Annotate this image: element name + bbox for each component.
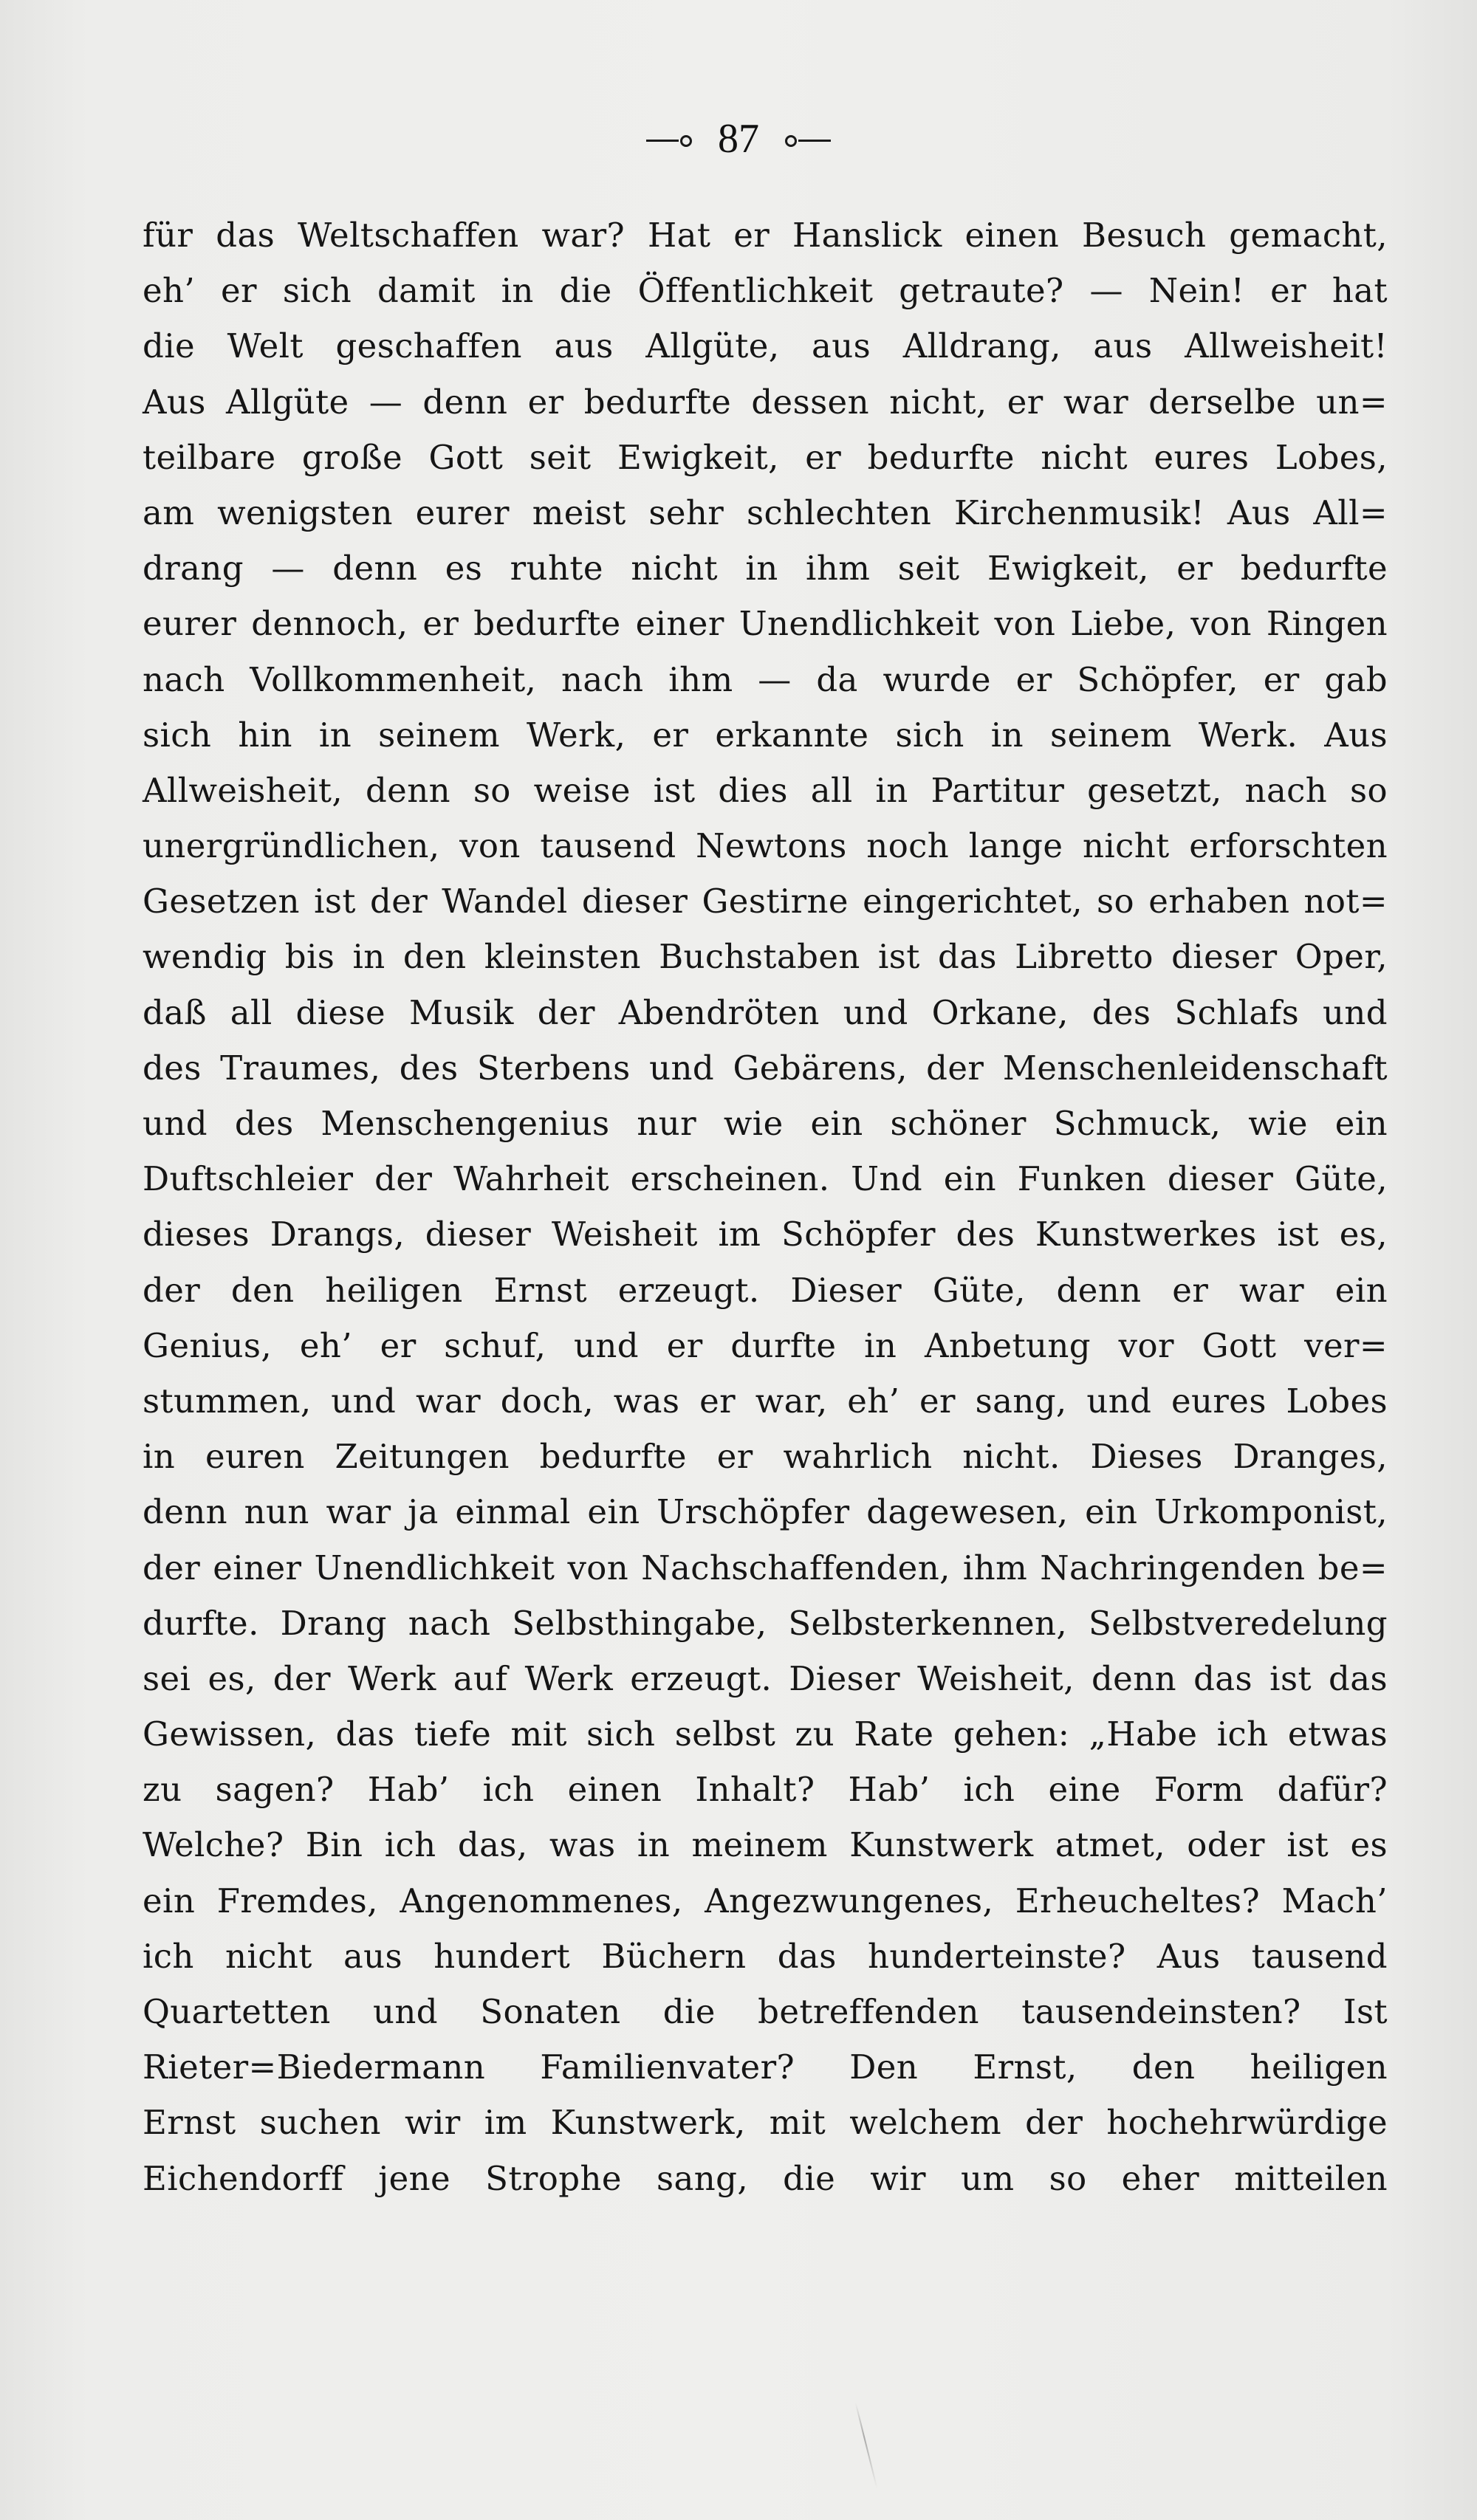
- text-line: am wenigsten eurer meist sehr schlechten Kirchenmusik! Aus All=: [143, 492, 1388, 532]
- text-line: drang — denn es ruhte nicht in ihm seit Ewigkeit, er bedurfte: [143, 549, 1388, 588]
- text-line: sei es, der Werk auf Werk erzeugt. Dieser Weisheit, denn das ist das: [143, 1658, 1388, 1698]
- text-line: in euren Zeitungen bedurfte er wahrlich nicht. Dieses Dranges,: [143, 1437, 1388, 1477]
- text-line: sich hin in seinem Werk, er erkannte sich in seinem Werk. Aus: [143, 715, 1388, 755]
- text-line: Ernst suchen wir im Kunstwerk, mit welchem der hochehrwürdige: [143, 2103, 1388, 2143]
- text-line: zu sagen? Hab’ ich einen Inhalt? Hab’ ich eine Form dafür?: [143, 1770, 1388, 1810]
- text-line: Eichendorff jene Strophe sang, die wir um so eher mitteilen: [143, 2158, 1388, 2198]
- body-text: [143, 207, 1388, 2206]
- scan-hair-mark: [855, 2403, 878, 2489]
- text-line: eurer dennoch, er bedurfte einer Unendlichkeit von Liebe, von Ringen: [143, 604, 1388, 644]
- text-line: unergründlichen, von tausend Newtons noch lange nicht erforschten: [143, 826, 1388, 866]
- text-line: ein Fremdes, Angenommenes, Angezwungenes, Erheucheltes? Mach’: [143, 1881, 1388, 1920]
- text-line: durfte. Drang nach Selbsthingabe, Selbsterkennen, Selbstveredelung: [143, 1603, 1388, 1643]
- right-ornament: [784, 117, 831, 161]
- text-line: Welche? Bin ich das, was in meinem Kunstwerk atmet, oder ist es: [143, 1825, 1388, 1865]
- text-line: denn nun war ja einmal ein Urschöpfer dagewesen, ein Urkomponist,: [143, 1492, 1388, 1532]
- text-line: nach Vollkommenheit, nach ihm — da wurde er Schöpfer, er gab: [143, 659, 1388, 699]
- text-line: für das Weltschaffen war? Hat er Hanslick einen Besuch gemacht,: [143, 216, 1388, 255]
- left-ornament: [646, 117, 693, 161]
- text-line: der einer Unendlichkeit von Nachschaffenden, ihm Nachringenden be=: [143, 1548, 1388, 1587]
- text-line: eh’ er sich damit in die Öffentlichkeit getraute? — Nein! er hat: [143, 271, 1388, 311]
- text-line: Gewissen, das tiefe mit sich selbst zu Rate gehen: „Habe ich etwas: [143, 1714, 1388, 1754]
- text-line: wendig bis in den kleinsten Buchstaben ist das Libretto dieser Oper,: [143, 937, 1388, 977]
- text-line: und des Menschengenius nur wie ein schöner Schmuck, wie ein: [143, 1104, 1388, 1143]
- page-header: [0, 117, 1477, 168]
- text-line: dieses Drangs, dieser Weisheit im Schöpfer des Kunstwerkes ist es,: [143, 1215, 1388, 1254]
- text-line: ich nicht aus hundert Büchern das hunderteinste? Aus tausend: [143, 1936, 1388, 1976]
- text-line: Allweisheit, denn so weise ist dies all in Partitur gesetzt, nach so: [143, 770, 1388, 810]
- text-line: teilbare große Gott seit Ewigkeit, er bedurfte nicht eures Lobes,: [143, 437, 1388, 477]
- text-line: daß all diese Musik der Abendröten und Orkane, des Schlafs und: [143, 992, 1388, 1032]
- text-line: die Welt geschaffen aus Allgüte, aus Alldrang, aus Allweisheit!: [143, 326, 1388, 366]
- text-line: stummen, und war doch, was er war, eh’ er sang, und eures Lobes: [143, 1381, 1388, 1421]
- text-line: Aus Allgüte — denn er bedurfte dessen nicht, er war derselbe un=: [143, 382, 1388, 422]
- text-line: Genius, eh’ er schuf, und er durfte in Anbetung vor Gott ver=: [143, 1325, 1388, 1365]
- text-line: Rieter=Biedermann Familienvater? Den Ernst, den heiligen: [143, 2047, 1388, 2087]
- text-line: der den heiligen Ernst erzeugt. Dieser Güte, denn er war ein: [143, 1270, 1388, 1310]
- text-line: des Traumes, des Sterbens und Gebärens, der Menschenleidenschaft: [143, 1048, 1388, 1088]
- page-number: 87: [718, 116, 759, 162]
- text-line: Quartetten und Sonaten die betreffenden tausendeinsten? Ist: [143, 1992, 1388, 2031]
- text-line: Gesetzen ist der Wandel dieser Gestirne eingerichtet, so erhaben not=: [143, 882, 1388, 921]
- text-line: Duftschleier der Wahrheit erscheinen. Und ein Funken dieser Güte,: [143, 1159, 1388, 1199]
